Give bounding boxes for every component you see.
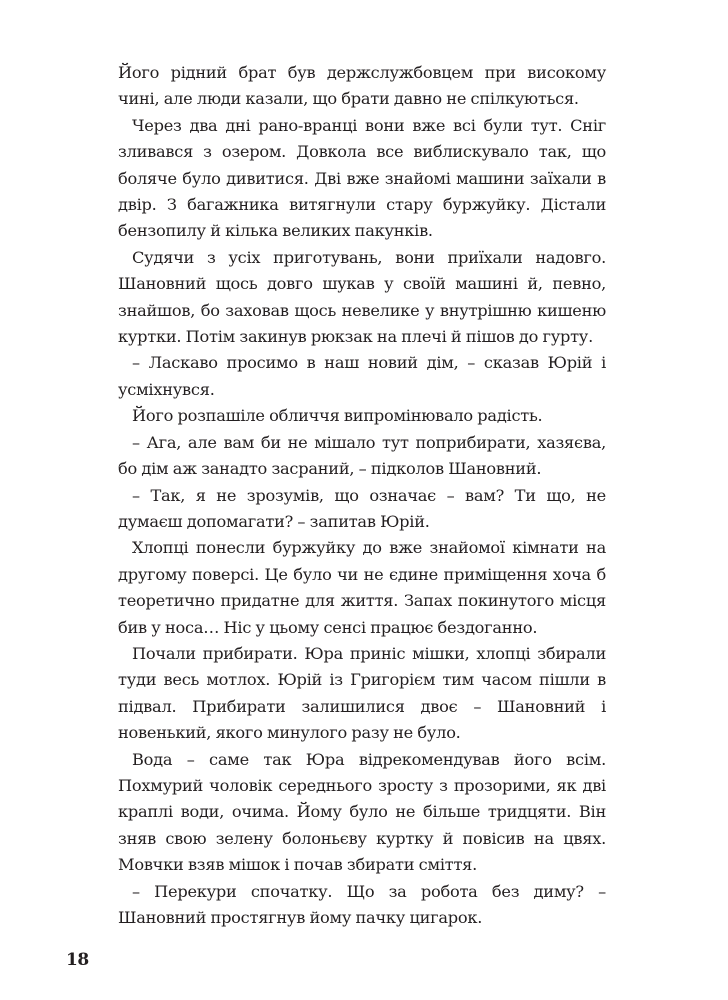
body-text xyxy=(118,60,606,931)
paragraph: Його рідний брат був держслужбовцем при високому чині, але люди казали, що брати давно не спілкуються. xyxy=(118,63,606,109)
paragraph: – Так, я не зрозумів, що означає – вам? Ти що, не думаєш допомагати? – запитав Юрій. xyxy=(118,485,606,531)
paragraph: – Ласкаво просимо в наш новий дім, – сказав Юрій і усміхнувся. xyxy=(118,353,606,399)
paragraph: Хлопці понесли буржуйку до вже знайомої кімнати на другому поверсі. Це було чи не єдине приміщення хоча б теоретично придатне для життя. Запах покинутого місця бив у носа… Ніс у цьому сенсі працює бездоганно. xyxy=(118,538,606,637)
paragraph: Почали прибирати. Юра приніс мішки, хлопці збирали туди весь мотлох. Юрій із Григорієм тим часом пішли в підвал. Прибирати залишилися двоє – Шановний і новенький, якого минулого разу не було. xyxy=(118,643,606,743)
paragraph: – Ага, але вам би не мішало тут поприбирати, хазяєва, бо дім аж занадто засраний, – підколов Шановний. xyxy=(118,432,606,479)
paragraph: – Перекури спочатку. Що за робота без диму? – Шановний простягнув йому пачку цигарок. xyxy=(118,881,606,927)
page-number: 18 xyxy=(66,950,89,970)
paragraph: Через два дні рано-вранці вони вже всі були тут. Сніг зливався з озером. Довкола все виблискувало так, що боляче було дивитися. Дві вже знайомі машини заїхали в двір. З багажника витягнули стару буржуйку. Дістали бензопилу й кілька великих пакунків. xyxy=(118,115,606,241)
paragraph: Судячи з усіх приготувань, вони приїхали надовго. Шановний щось довго шукав у своїй машині й, певно, знайшов, бо заховав щось невелике у внутрішню кишеню куртки. Потім закинув рюкзак на плечі й пішов до гурту. xyxy=(118,247,606,347)
paragraph: Його розпашіле обличчя випромінювало радість. xyxy=(132,406,543,426)
paragraph: Вода – саме так Юра відрекомендував його всім. Похмурий чоловік середнього зросту з прозорими, як дві краплі води, очима. Йому було не більше тридцяти. Він зняв свою зелену болоньєву куртку й повісив на цвях. Мовчки взяв мішок і почав збирати сміття. xyxy=(118,749,606,875)
